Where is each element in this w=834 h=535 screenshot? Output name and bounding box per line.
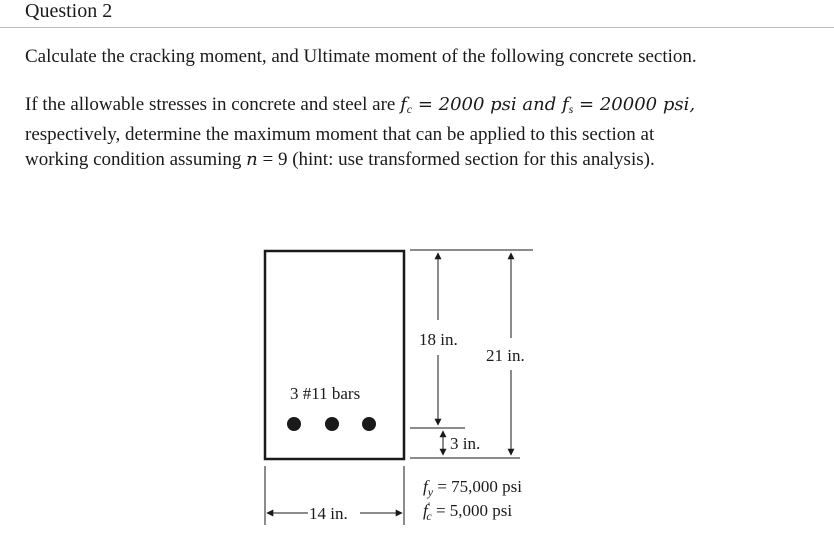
fc-symbol: f	[400, 94, 407, 115]
question-paragraph-1: Calculate the cracking moment, and Ultimate moment of the following concrete section.	[25, 46, 697, 67]
fs-symbol: f	[561, 94, 569, 115]
rebar-bar-3	[362, 417, 376, 431]
n-symbol: n	[246, 149, 258, 170]
fc-fig-prime: ′	[427, 499, 431, 513]
fc-subscript: c	[406, 102, 413, 116]
fs-subscript: s	[568, 102, 574, 116]
line3-prefix: working condition assuming	[25, 149, 247, 170]
fc-fig-subscript: c	[426, 509, 432, 523]
line3-suffix: = 9 (hint: use transformed section for this analysis).	[257, 149, 655, 170]
depth-label: 18 in.	[419, 330, 458, 349]
fc-fig-symbol: f	[423, 501, 428, 520]
fy-label	[423, 477, 522, 499]
fs-allowable-value: = 20000 psi,	[573, 94, 696, 115]
bars-label: 3 #11 bars	[290, 384, 361, 403]
question-title: Question 2	[25, 0, 113, 22]
rebar-bar-1	[287, 417, 301, 431]
fc-allowable-value: = 2000 psi and	[412, 94, 562, 115]
paragraph-2-line-2: respectively, determine the maximum moment that can be applied to this section at	[25, 124, 655, 145]
fy-value: = 75,000 psi	[433, 477, 522, 496]
fc-fig-value: = 5,000 psi	[431, 501, 513, 520]
height-label: 21 in.	[486, 346, 525, 365]
cover-label: 3 in.	[450, 434, 481, 453]
fy-symbol: f	[423, 477, 428, 496]
width-label: 14 in.	[309, 504, 348, 523]
line1-prefix: If the allowable stresses in concrete and steel are	[25, 94, 401, 115]
fy-subscript: y	[427, 485, 434, 499]
rebar-bar-2	[325, 417, 339, 431]
fc-label	[423, 499, 512, 523]
